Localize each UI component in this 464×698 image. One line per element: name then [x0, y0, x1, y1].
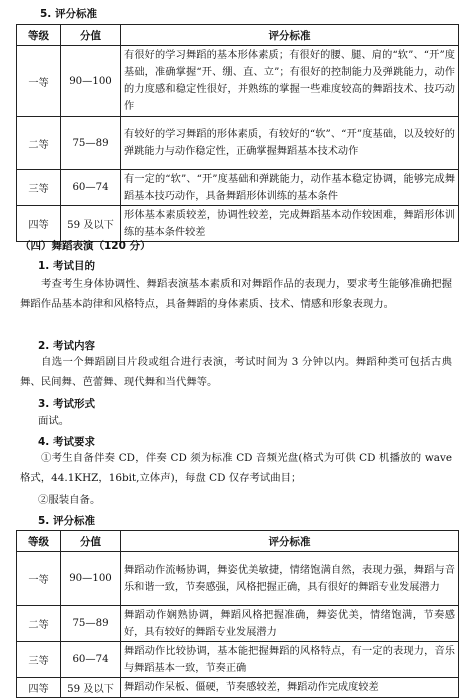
score-cell: 60—74	[61, 642, 121, 678]
table-row	[17, 117, 459, 170]
criteria-cell: 有较好的学习舞蹈的形体素质，有较好的“软”、“开”度基础，以及较好的弹跳能力与动作稳定性，正确掌握舞蹈基本技术动作	[121, 117, 459, 170]
table-header-row	[17, 25, 459, 46]
criteria-cell: 舞蹈动作流畅协调，舞姿优美敏捷，情绪饱满自然，表现力强，舞蹈与音乐和谐一致，节奏感强，风格把握正确，具有很好的舞蹈专业发展潜力	[121, 552, 459, 606]
table-header-row	[17, 531, 459, 552]
content-paragraph: 自选一个舞蹈剧目片段或组合进行表演，考试时间为 3 分钟以内。舞蹈种类可包括古典舞、民间舞、芭蕾舞、现代舞和当代舞等。	[20, 356, 452, 388]
table-row	[17, 206, 459, 242]
criteria-cell: 舞蹈动作比较协调，基本能把握舞蹈的风格特点，有一定的表现力，音乐与舞蹈基本一致，节奏正确	[121, 642, 459, 678]
section-heading: 5. 评分标准	[40, 8, 97, 20]
header-score: 分值	[61, 531, 121, 552]
requirements-heading: 4. 考试要求	[38, 436, 95, 448]
scoring-table-1	[16, 24, 459, 242]
header-score: 分值	[61, 25, 121, 46]
criteria-cell: 舞蹈动作娴熟协调，舞蹈风格把握准确，舞姿优美，情绪饱满，节奏感好，具有较好的舞蹈专业发展潜力	[121, 606, 459, 642]
requirement-item-1: ①考生自备伴奏 CD，伴奏 CD 须为标准 CD 音频光盘(格式为可供 CD 机播放的 wave 格式，44.1KHZ，16bit,立体声)，每盘 CD 仅存考试曲目；	[20, 452, 452, 484]
table-row	[17, 170, 459, 206]
header-grade: 等级	[17, 25, 61, 46]
header-criteria: 评分标准	[121, 531, 459, 552]
criteria-cell: 形体基本素质较差，协调性较差，完成舞蹈基本动作较困难，舞蹈形体训练的基本条件较差	[121, 206, 459, 242]
form-text: 面试。	[38, 415, 70, 427]
grade-cell: 一等	[17, 46, 61, 117]
grade-cell: 四等	[17, 206, 61, 242]
table-row	[17, 46, 459, 117]
criteria-cell: 有很好的学习舞蹈的基本形体素质；有很好的腰、腿、肩的“软”、“开”度基础，准确掌握“开、绷、直、立”；有很好的控制能力及弹跳能力，动作的力度感和稳定性很好，并熟练的掌握一些难度较高的舞蹈技术、技巧动作	[121, 46, 459, 117]
form-heading: 3. 考试形式	[38, 398, 95, 410]
table-row	[17, 606, 459, 642]
score-cell: 60—74	[61, 170, 121, 206]
score-cell: 90—100	[61, 552, 121, 606]
header-criteria: 评分标准	[121, 25, 459, 46]
grade-cell: 三等	[17, 642, 61, 678]
requirement-item-2: ②服装自备。	[38, 494, 101, 506]
grade-cell: 一等	[17, 552, 61, 606]
section-title: （四）舞蹈表演（120 分）	[20, 240, 151, 252]
scoring-table-2	[16, 530, 459, 698]
objective-heading: 1. 考试目的	[38, 260, 95, 272]
score-cell: 59 及以下	[61, 206, 121, 242]
score-cell: 90—100	[61, 46, 121, 117]
header-grade: 等级	[17, 531, 61, 552]
grade-cell: 四等	[17, 678, 61, 698]
grade-cell: 二等	[17, 117, 61, 170]
score-cell: 75—89	[61, 606, 121, 642]
criteria-cell: 有一定的“软”、“开”度基础和弹跳能力，动作基本稳定协调，能够完成舞蹈基本技巧动作，具备舞蹈形体训练的基本条件	[121, 170, 459, 206]
grade-cell: 三等	[17, 170, 61, 206]
scoring-heading: 5. 评分标准	[38, 515, 95, 527]
criteria-cell: 舞蹈动作呆板、僵硬，节奏感较差，舞蹈动作完成度较差	[121, 678, 459, 698]
table-row	[17, 552, 459, 606]
content-heading: 2. 考试内容	[38, 340, 95, 352]
grade-cell: 二等	[17, 606, 61, 642]
objective-paragraph: 考查考生身体协调性、舞蹈表演基本素质和对舞蹈作品的表现力，要求考生能够准确把握舞蹈作品基本韵律和风格特点，具备舞蹈的身体素质、技术、情感和形象表现力。	[20, 278, 452, 310]
score-cell: 75—89	[61, 117, 121, 170]
table-row	[17, 678, 459, 698]
score-cell: 59 及以下	[61, 678, 121, 698]
table-row	[17, 642, 459, 678]
